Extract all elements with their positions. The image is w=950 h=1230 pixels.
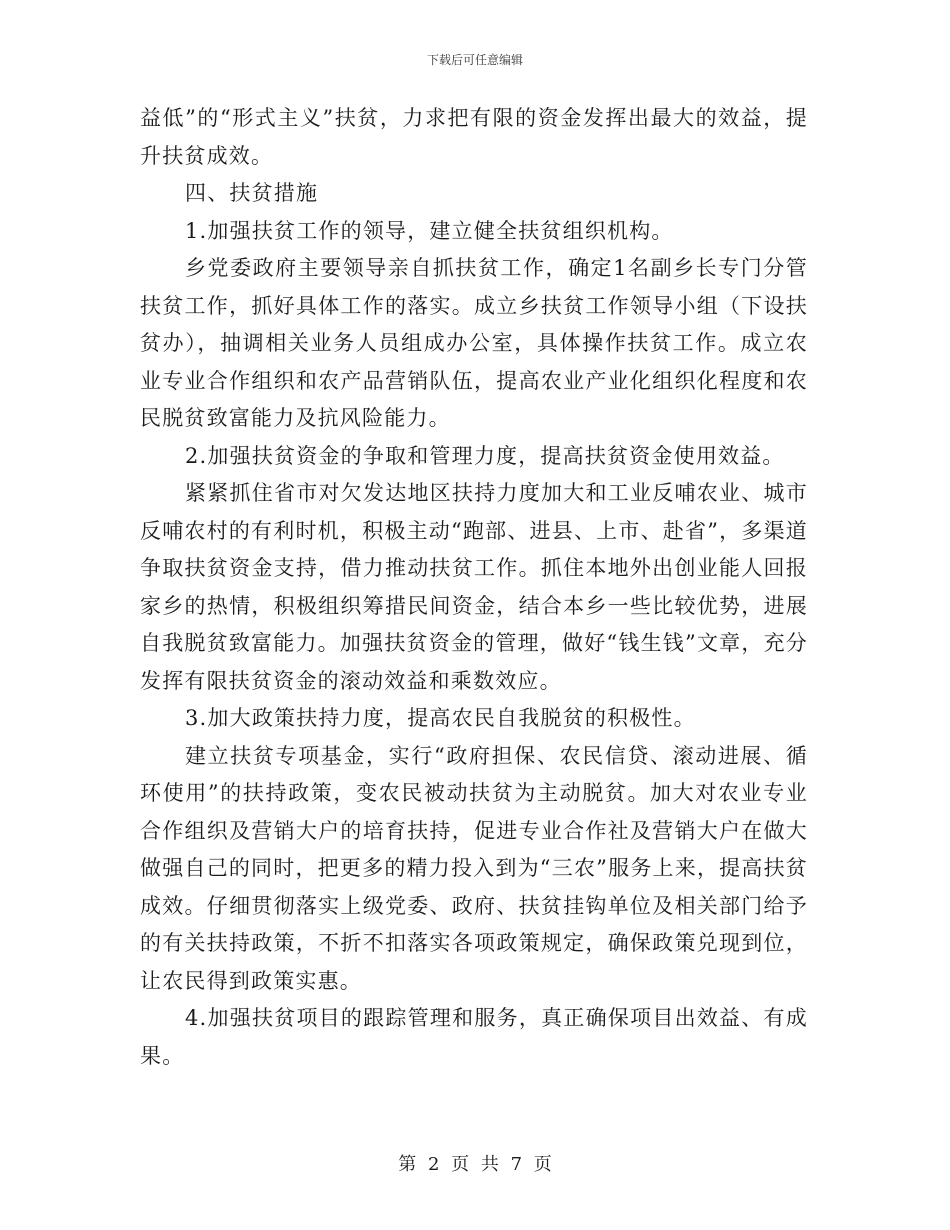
subheading-1: 1.加强扶贫工作的领导，建立健全扶贫组织机构。 [185,218,674,243]
paragraph-2: 紧紧抓住省市对欠发达地区扶持力度加大和工业反哺农业、城市反哺农村的有利时机，积极主动“跑部、进县、上市、赴省”，多渠道争取扶贫资金支持，借力推动扶贫工作。抓住本地外出创业能人回报家乡的热情，积极组织筹措民间资金，结合本乡一些比较优势，进展自我脱贫致富能力。加强扶贫资金的管理，做好“钱生钱”文章，充分发挥有限扶贫资金的滚动效益和乘数效应。 [140,481,808,693]
paragraph-continuation: 益低”的“形式主义”扶贫，力求把有限的资金发挥出最大的效益，提升扶贫成效。 [140,106,808,168]
page-header: 下载后可任意编辑 [426,53,523,67]
section-heading: 四、扶贫措施 [185,181,319,205]
subheading-4: 4.加强扶贫项目的跟踪管理和服务，真正确保项目出效益、有成果。 [140,1006,808,1068]
subheading-2: 2.加强扶贫资金的争取和管理力度，提高扶贫资金使用效益。 [185,443,785,468]
document-body [140,100,808,1075]
subheading-3: 3.加大政策扶持力度，提高农民自我脱贫的积极性。 [185,706,696,730]
paragraph-1: 乡党委政府主要领导亲自抓扶贫工作，确定1名副乡长专门分管扶贫工作，抓好具体工作的落实。成立乡扶贫工作领导小组（下设扶贫办），抽调相关业务人员组成办公室，具体操作扶贫工作。成立农业专业合作组织和农产品营销队伍，提高农业产业化组织化程度和农民脱贫致富能力及抗风险能力。 [140,256,808,430]
page-number: 第 2 页 共 7 页 [398,1154,552,1175]
paragraph-3: 建立扶贫专项基金，实行“政府担保、农民信贷、滚动进展、循环使用”的扶持政策，变农民被动扶贫为主动脱贫。加大对农业专业合作组织及营销大户的培育扶持，促进专业合作社及营销大户在做大做强自己的同时，把更多的精力投入到为“三农”服务上来，提高扶贫成效。仔细贯彻落实上级党委、政府、扶贫挂钩单位及相关部门给予的有关扶持政策，不折不扣落实各项政策规定，确保政策兑现到位，让农民得到政策实惠。 [140,743,808,993]
